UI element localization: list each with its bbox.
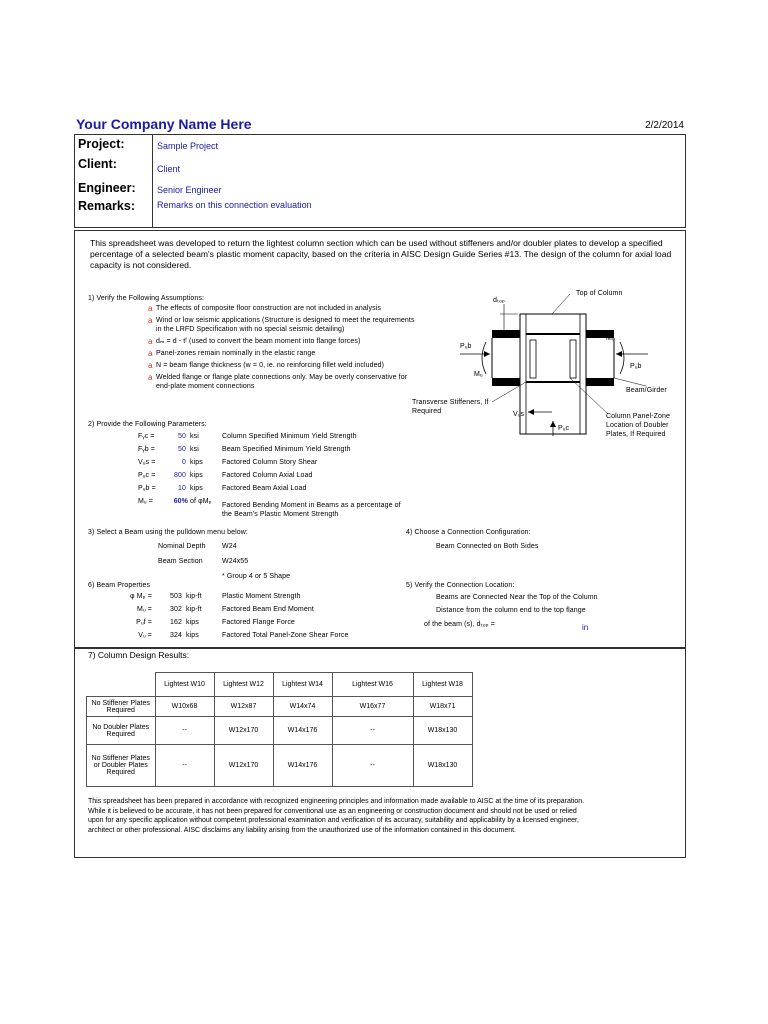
prop-row	[126, 631, 406, 644]
prop-symbol: Mᵤ =	[137, 606, 152, 613]
top-of-column-label: Top of Column	[576, 290, 623, 297]
disclaimer-text: This spreadsheet has been prepared in accordance with recognized engineering principles and information made available to AISC at the time of its preparation. While it is believed to be accurate, it has not been prepared for conventional use as an engineering or construction document and should not be used or relied upon for any specific application without competent professional examination and verification of its accuracy, suitability and applicability by a licensed engineer, architect or other professional. AISC disclaims any liability arising from the unauthorized use of the information contained in this document.	[88, 798, 585, 834]
param-desc: Column Specified Minimum Yield Strength	[222, 433, 357, 440]
remarks-value[interactable]: Remarks on this connection evaluation	[157, 200, 312, 210]
prop-value: 324	[170, 632, 182, 639]
beam-section-label: Beam Section	[158, 558, 203, 565]
param-value[interactable]: 0	[182, 459, 186, 466]
document-date: 2/2/2014	[645, 120, 684, 131]
prop-desc: Factored Flange Force	[222, 619, 295, 626]
param-row	[138, 458, 428, 471]
client-value[interactable]: Client	[157, 164, 181, 174]
check-icon: a	[148, 361, 153, 370]
result-cell: W14x176	[273, 745, 332, 787]
dtop-unit: in	[582, 623, 589, 632]
assumption-text: dₘ = d - tᶠ (used to convert the beam moment into flange forces)	[156, 338, 361, 345]
assumption-item	[148, 361, 418, 370]
assumption-list	[148, 304, 418, 394]
section2-title: 2) Provide the Following Parameters:	[88, 421, 207, 428]
panel-zone-label: Column Panel-Zone Location of Doubler Plates, If Required	[606, 413, 670, 438]
pub-left-label: Pᵤb	[460, 343, 472, 350]
project-label: Project:	[78, 137, 125, 151]
header-cell: Lightest W10	[155, 673, 214, 697]
project-value[interactable]: Sample Project	[157, 141, 219, 151]
prop-unit: kip-ft	[186, 593, 202, 600]
result-cell: --	[155, 717, 214, 745]
result-cell: --	[155, 745, 214, 787]
param-unit: of φMₚ	[190, 498, 212, 505]
result-cell: --	[332, 745, 413, 787]
assumption-text: The effects of composite floor construction are not included in analysis	[156, 305, 381, 312]
param-symbol: Mᵤ =	[138, 498, 153, 505]
result-cell: --	[332, 717, 413, 745]
section1-title: 1) Verify the Following Assumptions:	[88, 295, 205, 302]
assumption-item	[148, 349, 418, 358]
param-unit: ksi	[190, 433, 199, 440]
param-desc: Beam Specified Minimum Yield Strength	[222, 446, 351, 453]
distance-text: Distance from the column end to the top flange	[436, 607, 586, 614]
result-cell: W14x74	[273, 697, 332, 717]
param-desc: Factored Beam Axial Load	[222, 485, 307, 492]
nominal-depth-select[interactable]: W24	[222, 543, 237, 550]
project-info-box	[74, 134, 686, 228]
prop-row	[126, 618, 406, 631]
assumption-item	[148, 316, 418, 334]
table-row	[87, 697, 473, 717]
header-cell: Lightest W18	[413, 673, 472, 697]
assumption-text: Wind or low seismic applications (Structure is designed to meet the requirements in the LRFD Specification with no special seismic detailing)	[156, 317, 415, 333]
prop-unit: kip-ft	[186, 606, 202, 613]
results-table	[86, 672, 473, 787]
prop-row	[126, 592, 406, 605]
company-name: Your Company Name Here	[76, 116, 252, 132]
check-icon: a	[148, 304, 153, 313]
result-cell: W18x130	[413, 745, 472, 787]
param-row	[138, 432, 428, 445]
result-cell: W10x68	[155, 697, 214, 717]
moment-right-arc	[620, 342, 624, 374]
pub-right-label: Pᵤb	[630, 363, 642, 370]
param-row	[138, 484, 428, 497]
param-row	[138, 497, 428, 521]
remarks-label: Remarks:	[78, 199, 135, 213]
param-value[interactable]: 10	[178, 485, 186, 492]
prop-desc: Factored Total Panel-Zone Shear Force	[222, 632, 349, 639]
prop-value: 503	[170, 593, 182, 600]
prop-value: 162	[170, 619, 182, 626]
beam-girder-label: Beam/Girder	[626, 387, 667, 394]
param-symbol: Pᵤc =	[138, 472, 156, 479]
check-icon: a	[148, 316, 153, 325]
param-unit: kips	[190, 459, 203, 466]
assumption-item	[148, 304, 418, 313]
param-desc: Factored Column Story Shear	[222, 459, 318, 466]
engineer-row	[75, 179, 685, 199]
param-value[interactable]: 60%	[173, 498, 188, 505]
result-cell: W12x170	[214, 717, 273, 745]
param-unit: ksi	[190, 446, 199, 453]
beam-left-bottom-flange	[492, 378, 520, 386]
result-cell: W12x87	[214, 697, 273, 717]
param-symbol: Fᵧb =	[138, 446, 155, 453]
row-label: No Doubler Plates Required	[87, 717, 156, 745]
prop-symbol: Vᵤ =	[138, 632, 152, 639]
beam-left-top-flange	[492, 330, 520, 338]
row-label: No Stiffener Plates or Doubler Plates Required	[87, 745, 156, 787]
beam-section-select[interactable]: W24x55	[222, 558, 249, 565]
prop-unit: kips	[186, 619, 199, 626]
prop-desc: Plastic Moment Strength	[222, 593, 301, 600]
row-label: No Stiffener Plates Required	[87, 697, 156, 717]
results-header-row	[87, 673, 473, 697]
section3-title: 3) Select a Beam using the pulldown menu below:	[88, 529, 248, 536]
client-label: Client:	[78, 157, 117, 171]
mu-right-label: Mᵤ	[606, 335, 615, 342]
param-symbol: Fᵧc =	[138, 433, 155, 440]
assumption-text: Panel-zones remain nominally in the elastic range	[156, 350, 316, 357]
param-unit: kips	[190, 472, 203, 479]
prop-unit: kips	[186, 632, 199, 639]
header-cell: Lightest W14	[273, 673, 332, 697]
param-value[interactable]: 50	[178, 433, 186, 440]
param-desc: Factored Bending Moment in Beams as a percentage of the Beam's Plastic Moment Strength	[222, 502, 401, 518]
param-value[interactable]: 800	[174, 472, 186, 479]
engineer-value[interactable]: Senior Engineer	[157, 185, 222, 195]
remarks-row	[75, 197, 685, 217]
param-desc: Factored Column Axial Load	[222, 472, 313, 479]
section7-title: 7) Column Design Results:	[88, 650, 190, 660]
section6-title: 6) Beam Properties	[88, 582, 151, 589]
param-unit: kips	[190, 485, 203, 492]
dtop-input-label: of the beam (s), dₜₒₚ =	[424, 621, 495, 628]
prop-symbol: Pᵤf =	[136, 619, 152, 626]
assumption-text: Welded flange or flange plate connections only. May be overly conservative for end-plate moment connections	[156, 374, 408, 390]
beam-right-bottom-flange	[586, 378, 614, 386]
prop-row	[126, 605, 406, 618]
param-row	[138, 445, 428, 458]
param-row	[138, 471, 428, 484]
assumption-item	[148, 373, 418, 391]
parameter-list	[138, 432, 428, 521]
corner-cell	[87, 673, 156, 697]
prop-desc: Factored Beam End Moment	[222, 606, 314, 613]
table-row	[87, 717, 473, 745]
client-row	[75, 155, 685, 175]
assumption-text: N = beam flange thickness (w = 0, ie. no reinforcing fillet weld included)	[156, 362, 385, 369]
mu-left-label: Mᵤ	[474, 371, 483, 378]
result-cell: W12x170	[214, 745, 273, 787]
table-row	[87, 745, 473, 787]
section5-title: 5) Verify the Connection Location:	[406, 582, 515, 589]
param-value[interactable]: 50	[178, 446, 186, 453]
section4-title: 4) Choose a Connection Configuration:	[406, 529, 531, 536]
connection-location-select[interactable]: Beams are Connected Near the Top of the Column	[436, 594, 598, 601]
vus-label: Vᵤs	[513, 411, 525, 418]
header-cell: Lightest W12	[214, 673, 273, 697]
check-icon: a	[148, 373, 153, 382]
param-symbol: Pᵤb =	[138, 485, 156, 492]
result-cell: W14x176	[273, 717, 332, 745]
group-note: * Group 4 or 5 Shape	[222, 573, 291, 580]
header-cell: Lightest W16	[332, 673, 413, 697]
transverse-stiffeners-label: Transverse Stiffeners, If Required	[412, 399, 489, 415]
result-cell: W18x71	[413, 697, 472, 717]
param-symbol: Vᵤs =	[138, 459, 156, 466]
dtop-label: dₜₒₚ	[493, 297, 505, 304]
prop-value: 302	[170, 606, 182, 613]
beam-properties-list	[126, 592, 406, 644]
puc-label: Pᵤc	[558, 425, 570, 432]
check-icon: a	[148, 337, 153, 346]
prop-symbol: φ Mₚ =	[130, 593, 152, 600]
check-icon: a	[148, 349, 153, 358]
project-row	[75, 135, 685, 155]
result-cell: W16x77	[332, 697, 413, 717]
engineer-label: Engineer:	[78, 181, 136, 195]
connection-configuration-select[interactable]: Beam Connected on Both Sides	[436, 543, 539, 550]
nominal-depth-label: Nominal Depth	[158, 543, 206, 550]
intro-text: This spreadsheet was developed to return the lightest column section which can be used without stiffeners and/or doubler plates to develop a specified percentage of a selected beam's plastic moment capacity, based on the criteria in AISC Design Guide Series #13. The design of the column for axial load capacity is not considered.	[90, 238, 672, 270]
result-cell: W18x130	[413, 717, 472, 745]
assumption-item	[148, 337, 418, 346]
